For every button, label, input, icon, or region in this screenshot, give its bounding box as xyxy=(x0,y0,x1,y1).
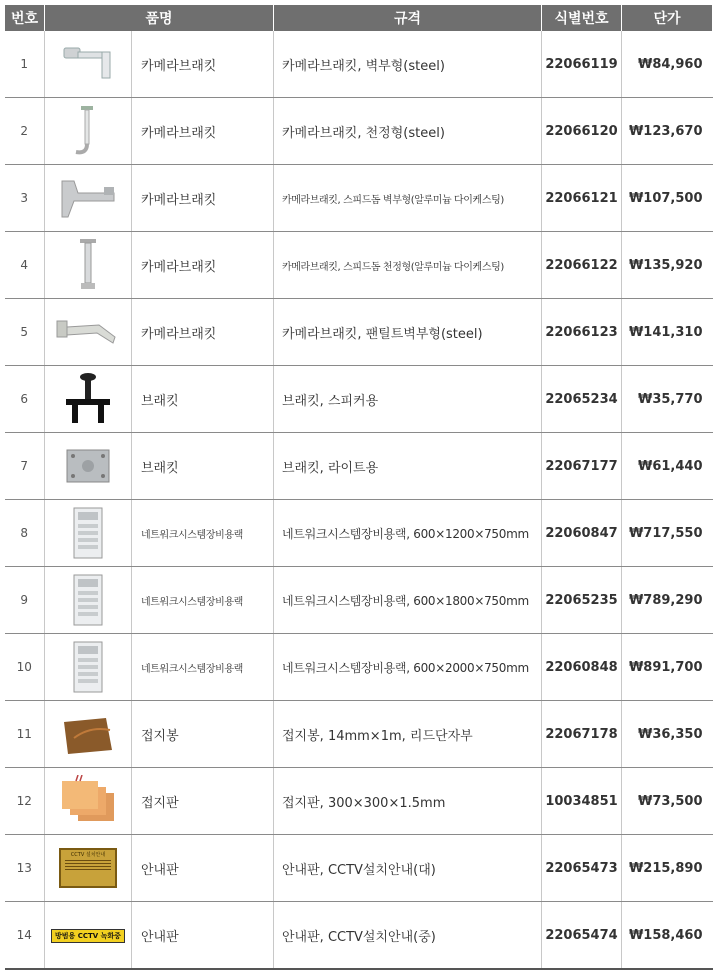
header-no: 번호 xyxy=(5,5,45,31)
row-number: 2 xyxy=(5,98,45,165)
product-name: 카메라브래킷 xyxy=(132,165,274,232)
product-price: ₩141,310 xyxy=(622,299,713,366)
product-name: 브래킷 xyxy=(132,366,274,433)
wall-bracket-icon xyxy=(45,31,132,98)
row-number: 11 xyxy=(5,701,45,768)
product-spec: 카메라브래킷, 벽부형(steel) xyxy=(274,31,542,98)
product-name: 카메라브래킷 xyxy=(132,299,274,366)
product-price: ₩891,700 xyxy=(622,634,713,701)
header-price: 단가 xyxy=(622,5,713,31)
row-number: 4 xyxy=(5,232,45,299)
product-name: 안내판 xyxy=(132,902,274,970)
table-row xyxy=(5,98,713,165)
equipment-rack-icon xyxy=(45,500,132,567)
table-row xyxy=(5,902,713,970)
guide-sign-medium-icon xyxy=(45,902,132,970)
table-row xyxy=(5,500,713,567)
price-table xyxy=(4,5,713,970)
product-price: ₩215,890 xyxy=(622,835,713,902)
row-number: 12 xyxy=(5,768,45,835)
table-row xyxy=(5,835,713,902)
product-name: 접지판 xyxy=(132,768,274,835)
row-number: 6 xyxy=(5,366,45,433)
price-table-container xyxy=(4,5,712,970)
product-spec: 카메라브래킷, 스피드돔 벽부형(알루미늄 다이케스팅) xyxy=(274,165,542,232)
table-row xyxy=(5,567,713,634)
product-spec: 브래킷, 라이트용 xyxy=(274,433,542,500)
product-id: 10034851 xyxy=(542,768,622,835)
header-row xyxy=(5,5,713,31)
sign-strip: 방범용 CCTV 녹화중 xyxy=(51,929,125,943)
light-bracket-icon xyxy=(45,433,132,500)
table-row xyxy=(5,232,713,299)
product-id: 22065474 xyxy=(542,902,622,970)
ground-rod-icon xyxy=(45,701,132,768)
ground-plate-icon xyxy=(45,768,132,835)
product-spec: 카메라브래킷, 천정형(steel) xyxy=(274,98,542,165)
product-price: ₩789,290 xyxy=(622,567,713,634)
product-name: 브래킷 xyxy=(132,433,274,500)
product-spec: 안내판, CCTV설치안내(대) xyxy=(274,835,542,902)
speaker-bracket-icon xyxy=(45,366,132,433)
table-row xyxy=(5,299,713,366)
row-number: 14 xyxy=(5,902,45,970)
product-price: ₩35,770 xyxy=(622,366,713,433)
product-id: 22060847 xyxy=(542,500,622,567)
product-spec: 네트워크시스템장비용랙, 600×2000×750mm xyxy=(274,634,542,701)
product-price: ₩36,350 xyxy=(622,701,713,768)
row-number: 13 xyxy=(5,835,45,902)
product-id: 22067178 xyxy=(542,701,622,768)
table-row xyxy=(5,433,713,500)
speed-dome-ceiling-bracket-icon xyxy=(45,232,132,299)
product-spec: 네트워크시스템장비용랙, 600×1800×750mm xyxy=(274,567,542,634)
equipment-rack-icon xyxy=(45,567,132,634)
product-spec: 카메라브래킷, 스피드돔 천정형(알루미늄 다이케스팅) xyxy=(274,232,542,299)
row-number: 10 xyxy=(5,634,45,701)
product-id: 22066119 xyxy=(542,31,622,98)
product-spec: 카메라브래킷, 팬틸트벽부형(steel) xyxy=(274,299,542,366)
product-spec: 접지봉, 14mm×1m, 리드단자부 xyxy=(274,701,542,768)
product-name: 네트워크시스템장비용랙 xyxy=(132,567,274,634)
product-price: ₩135,920 xyxy=(622,232,713,299)
product-name: 카메라브래킷 xyxy=(132,232,274,299)
product-spec: 네트워크시스템장비용랙, 600×1200×750mm xyxy=(274,500,542,567)
product-id: 22066122 xyxy=(542,232,622,299)
speed-dome-wall-bracket-icon xyxy=(45,165,132,232)
table-row xyxy=(5,634,713,701)
product-price: ₩73,500 xyxy=(622,768,713,835)
product-id: 22067177 xyxy=(542,433,622,500)
product-name: 카메라브래킷 xyxy=(132,31,274,98)
product-name: 카메라브래킷 xyxy=(132,98,274,165)
guide-sign-large-icon xyxy=(45,835,132,902)
product-price: ₩107,500 xyxy=(622,165,713,232)
product-name: 안내판 xyxy=(132,835,274,902)
product-price: ₩84,960 xyxy=(622,31,713,98)
product-price: ₩717,550 xyxy=(622,500,713,567)
product-name: 접지봉 xyxy=(132,701,274,768)
product-id: 22066121 xyxy=(542,165,622,232)
product-id: 22066120 xyxy=(542,98,622,165)
product-spec: 브래킷, 스피커용 xyxy=(274,366,542,433)
product-price: ₩158,460 xyxy=(622,902,713,970)
row-number: 7 xyxy=(5,433,45,500)
header-name: 품명 xyxy=(45,5,274,31)
product-id: 22060848 xyxy=(542,634,622,701)
product-id: 22065234 xyxy=(542,366,622,433)
header-spec: 규격 xyxy=(274,5,542,31)
row-number: 1 xyxy=(5,31,45,98)
product-spec: 안내판, CCTV설치안내(중) xyxy=(274,902,542,970)
ceiling-bracket-icon xyxy=(45,98,132,165)
table-row xyxy=(5,366,713,433)
sign-title: CCTV 설치안내 xyxy=(70,852,106,858)
sign-plate xyxy=(59,848,117,888)
table-row xyxy=(5,31,713,98)
table-row xyxy=(5,701,713,768)
row-number: 5 xyxy=(5,299,45,366)
pan-tilt-wall-bracket-icon xyxy=(45,299,132,366)
table-row xyxy=(5,768,713,835)
row-number: 9 xyxy=(5,567,45,634)
product-id: 22065235 xyxy=(542,567,622,634)
product-spec: 접지판, 300×300×1.5mm xyxy=(274,768,542,835)
product-name: 네트워크시스템장비용랙 xyxy=(132,634,274,701)
product-price: ₩123,670 xyxy=(622,98,713,165)
product-id: 22065473 xyxy=(542,835,622,902)
product-price: ₩61,440 xyxy=(622,433,713,500)
product-id: 22066123 xyxy=(542,299,622,366)
header-id: 식별번호 xyxy=(542,5,622,31)
row-number: 8 xyxy=(5,500,45,567)
equipment-rack-icon xyxy=(45,634,132,701)
product-name: 네트워크시스템장비용랙 xyxy=(132,500,274,567)
row-number: 3 xyxy=(5,165,45,232)
table-row xyxy=(5,165,713,232)
